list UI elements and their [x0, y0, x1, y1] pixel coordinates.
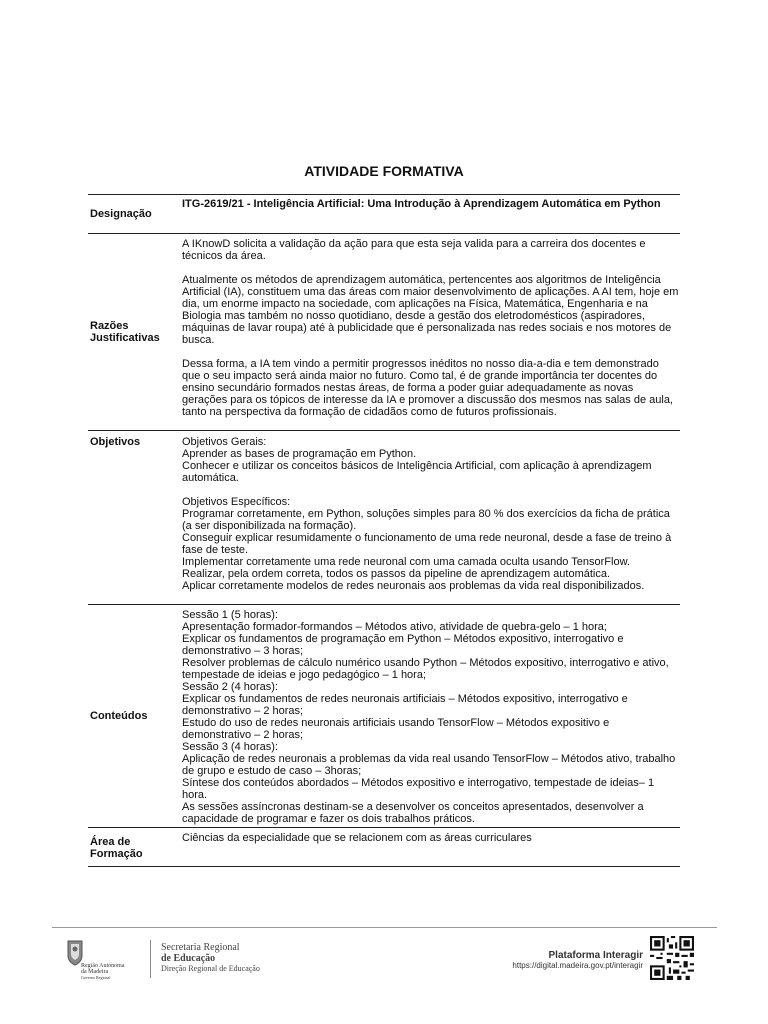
label-area: Área de Formação [88, 828, 182, 867]
objetivos-gerais-title: Objetivos Gerais: [182, 436, 267, 448]
conteudo-line: Explicar os fundamentos de programação em Python – Métodos expositivo, interrogativo e demonstrativo – 3 horas; [182, 633, 624, 657]
razoes-paragraph-2: Atualmente os métodos de aprendizagem automática, pertencentes aos algoritmos de Inteligência Artificial (IA), constituem uma das áreas com maior desenvolvimento de aplicações. A AI tem, hoje em dia, um enorme impacto na sociedade, com aplicações na Física, Matemática, Engenharia e na Biologia mas também no nosso quotidiano, desde a gestão dos eletrodomésticos (aspiradores, máquinas de lavar roupa) até à publicidade que é personalizada nas redes sociais e nos motores de busca. [182, 274, 679, 346]
razoes-paragraph-1: A IKnowD solicita a validação da ação para que esta seja valida para a carreira dos docentes e técnicos da área. [182, 238, 646, 262]
row-designacao [88, 195, 680, 234]
page-title: ATIVIDADE FORMATIVA [304, 163, 464, 179]
conteudo-line: Aplicação de redes neuronais a problemas da vida real usando TensorFlow – Métodos ativo, trabalho de grupo e estudo de caso – 3horas; [182, 753, 676, 777]
secretaria-line: de Educação [161, 953, 216, 964]
regiao-line: Região Autónoma [81, 963, 125, 969]
objetivo-especifico: Aplicar corretamente modelos de redes neuronais aos problemas da vida real disponibilizados. [182, 580, 645, 592]
conteudo-line: As sessões assíncronas destinam-se a desenvolver os conceitos apresentados, desenvolver a capacidade de programar e fazer os dois trabalhos práticos. [182, 801, 644, 825]
conteudo-line: Resolver problemas de cálculo numérico usando Python – Métodos expositivo, interrogativo e ativo, tempestade de ideias e jogo pedagógico – 1 hora; [182, 657, 669, 681]
regiao-line: da Madeira [81, 969, 109, 975]
objetivo-especifico: Realizar, pela ordem correta, todos os passos da pipeline de aprendizagem automática. [182, 568, 611, 580]
conteudo-line: Sessão 1 (5 horas): [182, 609, 278, 621]
label-conteudos: Conteúdos [88, 605, 182, 828]
plataforma-block [512, 950, 643, 970]
footer-divider [52, 927, 717, 928]
secretaria-line: Direção Regional de Educação [161, 964, 260, 973]
secretaria-logo-text [161, 942, 260, 974]
objetivo-especifico: Programar corretamente, em Python, soluções simples para 80 % dos exercícios da ficha de prática (a ser disponibilizada na formação). [182, 508, 670, 532]
conteudo-line: Explicar os fundamentos de redes neuronais artificiais – Métodos expositivo, interrogativo e demonstrativo – 2 horas; [182, 693, 628, 717]
razoes-paragraph-3: Dessa forma, a IA tem vindo a permitir progressos inéditos no nosso dia-a-dia e tem demonstrado que o seu impacto será ainda maior no futuro. Como tal, é de grande importância ter docentes do ensino secundário formados nestas áreas, de forma a poder guiar adequadamente as novas gerações para os tópicos de interesse da IA e promover a discussão dos mesmos nas salas de aula, tanto na perspectiva da formação de cidadãos como de futuros profissionais. [182, 358, 673, 418]
conteudo-line: Apresentação formador-formandos – Métodos ativo, atividade de quebra-gelo – 1 hora; [182, 621, 607, 633]
objetivo-especifico: Implementar corretamente uma rede neuronal com uma camada oculta usando TensorFlow. [182, 556, 630, 568]
area-text: Ciências da especialidade que se relacionem com as áreas curriculares [182, 828, 680, 867]
objetivo-geral: Conhecer e utilizar os conceitos básicos de Inteligência Artificial, com aplicação à aprendizagem automática. [182, 460, 652, 484]
logo-separator [150, 940, 151, 978]
objetivo-geral: Aprender as bases de programação em Python. [182, 448, 417, 460]
plataforma-url[interactable]: https://digital.madeira.gov.pt/interagir [512, 961, 643, 970]
conteudo-line: Síntese dos conteúdos abordados – Métodos expositivo e interrogativo, tempestade de ideias– 1 hora. [182, 777, 655, 801]
row-objetivos [88, 431, 680, 605]
regiao-text [81, 963, 125, 981]
label-razoes: Razões Justificativas [88, 234, 182, 431]
qr-code-icon[interactable] [650, 936, 694, 980]
label-designacao: Designação [88, 195, 182, 234]
designacao-text: ITG-2619/21 - Inteligência Artificial: Uma Introdução à Aprendizagem Automática em Python [182, 195, 680, 234]
secretaria-line: Secretaria Regional [161, 942, 240, 953]
row-conteudos [88, 605, 680, 828]
label-objetivos: Objetivos [88, 431, 182, 605]
conteudo-line: Sessão 3 (4 horas): [182, 741, 278, 753]
conteudo-line: Estudo do uso de redes neuronais artificiais usando TensorFlow – Métodos expositivo e demonstrativo – 2 horas; [182, 717, 610, 741]
row-razoes [88, 234, 680, 431]
plataforma-name: Plataforma Interagir [548, 950, 643, 961]
activity-table [88, 194, 680, 867]
objetivo-especifico: Conseguir explicar resumidamente o funcionamento de uma rede neuronal, desde a fase de treino à fase de teste. [182, 532, 672, 556]
row-area [88, 828, 680, 867]
objetivos-especificos-title: Objetivos Específicos: [182, 496, 291, 508]
regiao-line: Governo Regional [81, 975, 111, 980]
conteudo-line: Sessão 2 (4 horas): [182, 681, 278, 693]
